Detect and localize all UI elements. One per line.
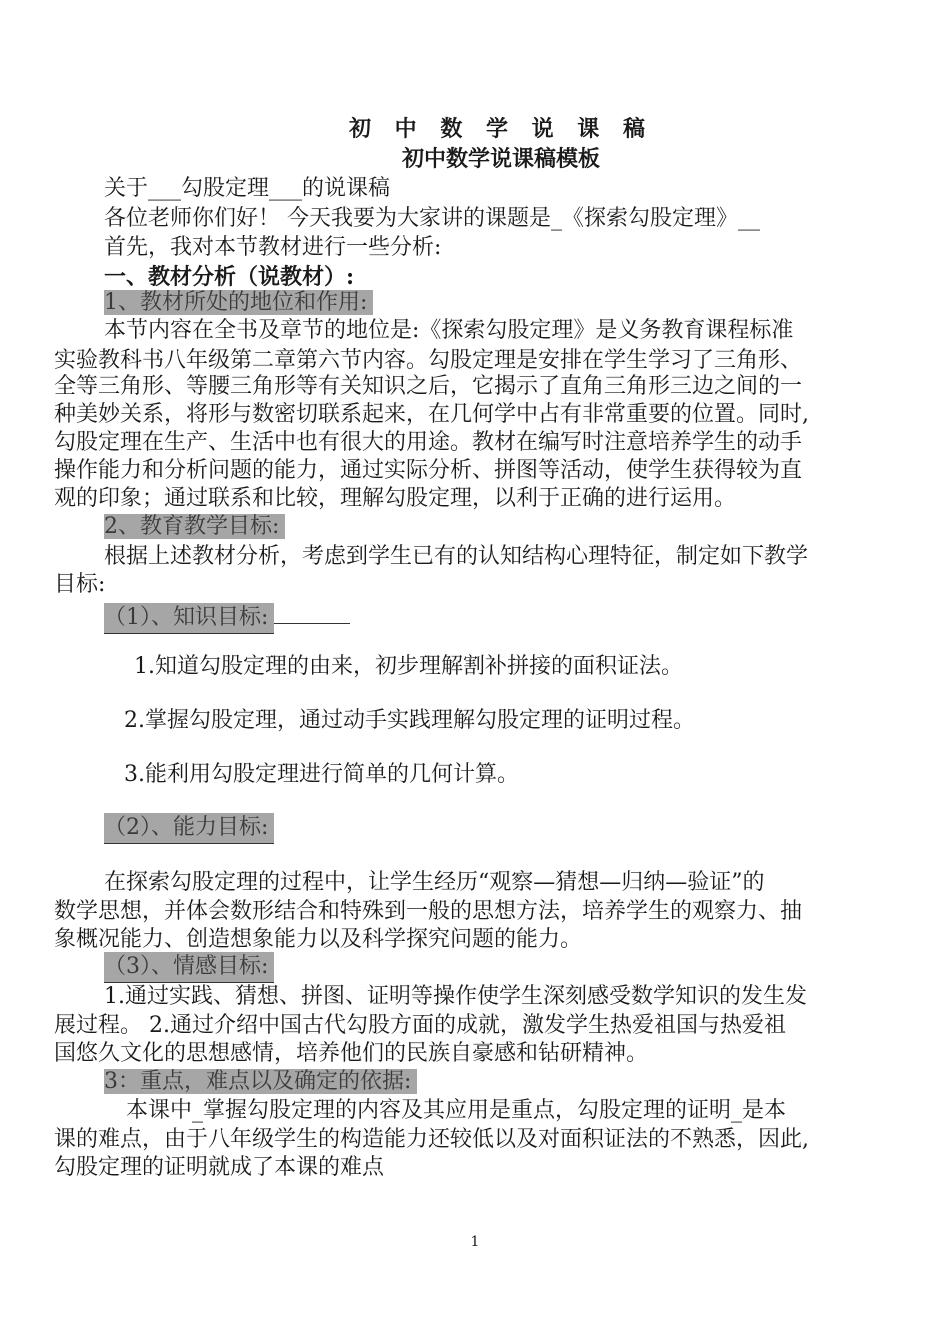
greeting-line: 各位老师你们好！ 今天我要为大家讲的课题是_《探索勾股定理》__	[104, 206, 760, 231]
paragraph-1-line: 实验教科书八年级第二章第六节内容。勾股定理是安排在学生学习了三角形、	[54, 348, 803, 373]
subheading-1: 1、教材所处的地位和作用:	[104, 288, 373, 318]
topic-line: 关于___勾股定理___的说课稿	[104, 176, 391, 201]
paragraph-5-line: 勾股定理的证明就成了本课的难点	[54, 1155, 385, 1180]
paragraph-5-line: 课的难点，由于八年级学生的构造能力还较低以及对面积证法的不熟悉，因此,	[54, 1127, 809, 1152]
paragraph-4-line: 国悠久文化的思想感情，培养他们的民族自豪感和钻研精神。	[54, 1041, 649, 1066]
intro-line: 首先，我对本节教材进行一些分析:	[104, 235, 442, 260]
paragraph-1-line: 操作能力和分析问题的能力，通过实际分析、拼图等活动，使学生获得较为直	[54, 458, 803, 483]
paragraph-5-line: 本课中_掌握勾股定理的内容及其应用是重点，勾股定理的证明_是本	[126, 1098, 787, 1123]
paragraph-2-line: 目标:	[54, 572, 106, 597]
subheading-3: 3：重点，难点以及确定的依据:	[104, 1067, 417, 1097]
subheading-ability: （2）、能力目标:	[104, 813, 274, 844]
subheading-emotion: （3）、情感目标:	[104, 952, 274, 983]
knowledge-goal-2: 2.掌握勾股定理，通过动手实践理解勾股定理的证明过程。	[124, 708, 695, 733]
paragraph-3-line: 象概况能力、创造想象能力以及科学探究问题的能力。	[54, 927, 583, 952]
knowledge-goal-3: 3.能利用勾股定理进行简单的几何计算。	[124, 762, 519, 787]
page-number: 1	[470, 1234, 480, 1250]
paragraph-1-line: 种美妙关系，将形与数密切联系起来，在几何学中占有非常重要的位置。同时,	[54, 402, 809, 427]
paragraph-4-line: 展过程。 2.通过介绍中国古代勾股方面的成就，激发学生热爱祖国与热爱祖	[54, 1013, 786, 1038]
subheading-2: 2、教育教学目标:	[104, 512, 285, 542]
paragraph-1-line: 本节内容在全书及章节的地位是:《探索勾股定理》是义务教育课程标准	[104, 318, 794, 343]
document-title: 初 中 数 学 说 课 稿	[349, 116, 653, 142]
document-subtitle: 初中数学说课稿模板	[401, 146, 600, 172]
paragraph-4-line: 1.通过实践、猜想、拼图、证明等操作使学生深刻感受数学知识的发生发	[104, 984, 807, 1009]
subheading-knowledge: （1）、知识目标:	[104, 597, 350, 634]
paragraph-3-line: 在探索勾股定理的过程中，让学生经历“观察—猜想—归纳—验证”的	[104, 870, 765, 895]
section-heading-1: 一、教材分析（说教材）:	[104, 264, 355, 290]
paragraph-1-line: 勾股定理在生产、生活中也有很大的用途。教材在编写时注意培养学生的动手	[54, 430, 803, 455]
paragraph-3-line: 数学思想，并体会数形结合和特殊到一般的思想方法，培养学生的观察力、抽	[54, 899, 803, 924]
paragraph-1-line: 全等三角形、等腰三角形等有关知识之后，它揭示了直角三角形三边之间的一	[54, 374, 803, 399]
paragraph-1-line: 观的印象；通过联系和比较，理解勾股定理，以利于正确的进行运用。	[54, 486, 737, 511]
paragraph-2-line: 根据上述教材分析，考虑到学生已有的认知结构心理特征，制定如下教学	[104, 544, 809, 569]
knowledge-goal-1: 1.知道勾股定理的由来，初步理解割补拼接的面积证法。	[134, 654, 683, 679]
